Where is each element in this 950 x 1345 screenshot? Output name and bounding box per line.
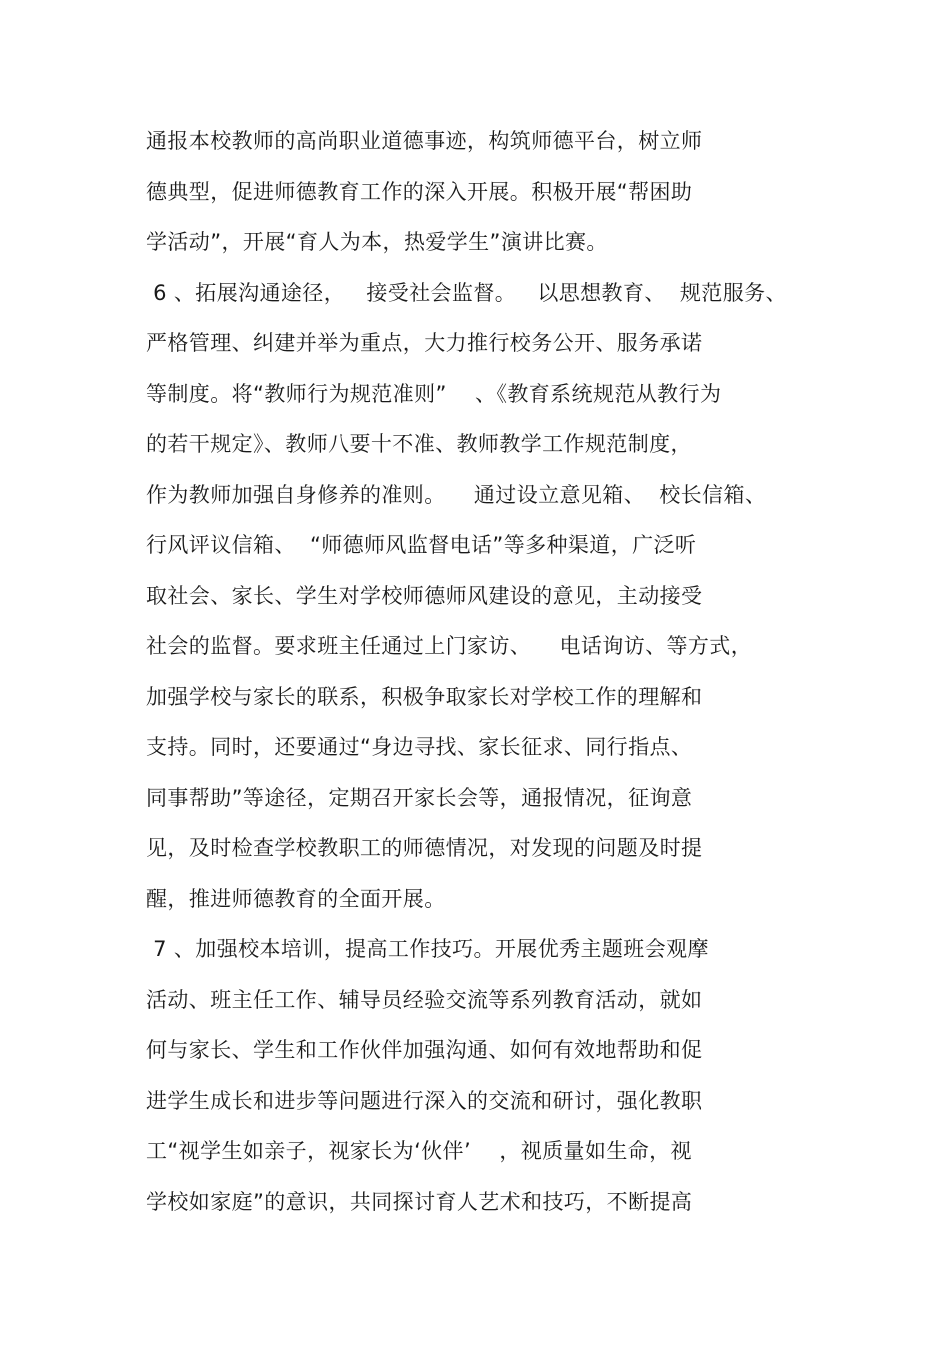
text-line: 社会的监督。要求班主任通过上门家访、 电话询访、等方式， bbox=[146, 634, 753, 658]
text-line: 取社会、家长、学生对学校师德师风建设的意见，主动接受 bbox=[146, 583, 703, 608]
body-text bbox=[146, 124, 846, 1235]
text-line: 同事帮助”等途径，定期召开家长会等，通报情况，征询意 bbox=[146, 785, 693, 810]
text-line: 学校如家庭”的意识，共同探讨育人艺术和技巧，不断提高 bbox=[146, 1189, 693, 1214]
text-line: 见，及时检查学校教职工的师德情况，对发现的问题及时提 bbox=[146, 836, 703, 860]
text-line: 何与家长、学生和工作伙伴加强沟通、如何有效地帮助和促 bbox=[146, 1038, 703, 1062]
text-line: 工“视学生如亲子，视家长为‘伙伴’ ，视质量如生命，视 bbox=[146, 1139, 692, 1163]
text-line: 加强学校与家长的联系，积极争取家长对学校工作的理解和 bbox=[146, 684, 703, 709]
text-line: 醒，推进师德教育的全面开展。 bbox=[146, 886, 446, 911]
text-line: 通报本校教师的高尚职业道德事迹，构筑师德平台，树立师 bbox=[146, 129, 703, 153]
text-line: 德典型，促进师德教育工作的深入开展。积极开展“帮困助 bbox=[146, 179, 693, 204]
text-line: 作为教师加强自身修养的准则。 通过设立意见箱、 校长信箱、 bbox=[146, 482, 767, 507]
text-line: 支持。同时，还要通过“身边寻找、家长征求、同行指点、 bbox=[146, 735, 693, 759]
text-line: 活动、班主任工作、辅导员经验交流等系列教育活动，就如 bbox=[146, 987, 703, 1012]
text-line: 的若干规定》、教师八要十不准、教师教学工作规范制度， bbox=[146, 432, 692, 456]
text-line: 行风评议信箱、 “师德师风监督电话”等多种渠道，广泛听 bbox=[146, 533, 697, 557]
list-item-6-heading: 6 、拓展沟通途径， 接受社会监督。 以思想教育、 规范服务、 bbox=[146, 280, 787, 305]
text-line: 等制度。将“教师行为规范准则” 、《教育系统规范从教行为 bbox=[146, 381, 722, 406]
text-line: 学活动”，开展“育人为本，热爱学生”演讲比赛。 bbox=[146, 230, 608, 254]
list-item-7-heading: 7 、加强校本培训，提高工作技巧。开展优秀主题班会观摩 bbox=[146, 937, 709, 961]
text-line: 进学生成长和进步等问题进行深入的交流和研讨，强化教职 bbox=[146, 1088, 703, 1113]
text-line: 严格管理、纠建并举为重点，大力推行校务公开、服务承诺 bbox=[146, 331, 703, 355]
